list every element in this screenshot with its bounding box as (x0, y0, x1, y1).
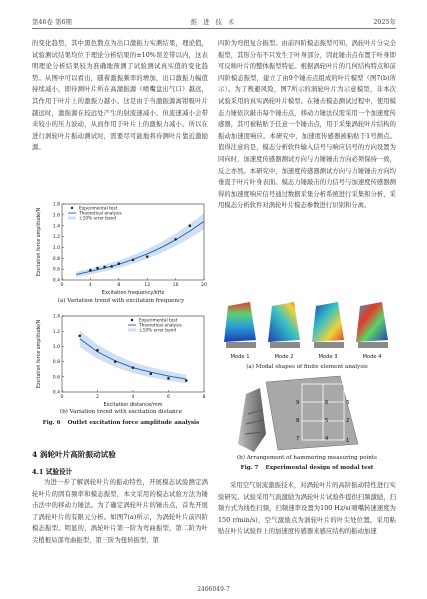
y-tick-label: 1.2 (52, 235, 60, 241)
header-journal: 推 进 技 术 (190, 18, 237, 26)
mode-4-shape (356, 302, 388, 348)
y-tick-label: 0.8 (52, 256, 60, 262)
measuring-point-5: 5 (325, 418, 329, 424)
y-tick-label: 1.8 (52, 202, 60, 208)
measuring-point-6: 6 (325, 400, 329, 406)
y-tick-label: 1.4 (52, 314, 60, 320)
fig6-caption-title: Outlet excitation force amplitude analysis (67, 420, 200, 426)
y-axis-label: Excitation force amplitude/N (37, 207, 42, 277)
mode-3-label: Mode 3 (318, 354, 338, 360)
x-tick-label: 6 (167, 395, 170, 400)
experimental-point (103, 266, 106, 269)
x-axis-label: Excitation distance/mm (103, 402, 163, 408)
mode-1-shape (224, 302, 256, 348)
y-tick-label: 1.6 (52, 213, 60, 219)
mode-1-label: Mode 1 (230, 354, 250, 360)
left-top-paragraph: 的变化趋势，其中黑色散点为出口激振力实测结果，理论值，试验测试结果均位于理论分析结果的±10%误差带以内，这表明理论分析结果较为准确地预测了试验测试真实值的变化趋势。从图中可以看出，随着激振频率的增加，出口激振力幅值持续减小，即待测叶片所在高激振源（喷嘴盘出气口）越远，其作用于叶片上的激振力越小。这是由于当激振源离钳吸叶片越远时，激振源在较远处产生的射流速减小，但流速减小会带来较小的压力波动，从而作用于叶片上的激振力减小。所以在进行涡轮叶片振动测试时，需要尽可能地将待测叶片靠近激励源。 (32, 40, 208, 152)
legend-label: Experimental test (139, 318, 178, 324)
experimental-point (114, 360, 117, 363)
experimental-point (110, 265, 113, 268)
fig7b-arrangement (218, 374, 396, 454)
header-volume: 第46卷 第6期 (32, 18, 72, 26)
experimental-point (132, 259, 135, 262)
x-tick-label: 8 (117, 283, 121, 288)
y-tick-label: 0.8 (52, 360, 60, 366)
fig6a-caption: (a) Variation trend with excitation frequency (57, 298, 185, 304)
legend-marker-experimental (71, 207, 73, 209)
fig6b-caption: (b) Variation trend with excitation distance (59, 409, 183, 415)
header-rule (32, 28, 396, 29)
error-band (80, 330, 187, 383)
mode-4-label: Mode 4 (362, 354, 382, 360)
measuring-point-9: 9 (296, 400, 300, 406)
section-4-1-heading: 4.1 试验设计 (32, 468, 73, 476)
measuring-point-4: 4 (325, 436, 329, 442)
experimental-point (118, 262, 121, 265)
x-tick-label: 8 (202, 395, 206, 400)
section-4-paragraph: 为进一步了解涡轮叶片的振动特性，开展模态试验测定涡轮叶片的固有频率和模态振型，本文采用的模态试验方法为锤击法中的移动力锤法。为了确定涡轮叶片的锤击点，首先开展了涡轮叶片的有限元分析。如图7(a)所示，为涡轮叶片前四阶模态振型。明显的，涡轮叶片第一阶为弯曲振型，第二阶为叶尖植根局部弯曲振型，第三阶为扭转振型，第 (32, 479, 208, 544)
header-year: 2025年 (373, 18, 396, 26)
experimental-point (189, 224, 192, 227)
legend-label: ±10% error band (79, 216, 117, 222)
fig7-caption (218, 465, 396, 471)
fig7b-caption: (b) Arrangement of hammering measuring points (237, 455, 377, 461)
x-tick-label: 4 (88, 283, 92, 288)
experimental-point (96, 267, 99, 270)
experimental-point (89, 269, 92, 272)
x-tick-label: 16 (172, 283, 179, 288)
x-tick-label: 20 (201, 283, 207, 288)
error-band (76, 213, 204, 277)
legend-label: ±10% error band (139, 328, 177, 334)
experimental-point (167, 377, 170, 380)
y-tick-label: 0.4 (52, 390, 60, 396)
measuring-point-3: 3 (346, 400, 350, 406)
y-tick-label: 1.4 (52, 224, 60, 230)
measuring-point-1: 1 (346, 438, 350, 444)
mode-3-shape (312, 302, 344, 348)
experimental-point (149, 372, 152, 375)
x-axis-label: Excitation frequency/kHz (101, 290, 165, 296)
fig6b-chart (32, 310, 210, 412)
measuring-point-8: 8 (296, 418, 300, 424)
blade-root-photo (238, 388, 266, 452)
fig7a-caption: (a) Modal shapes of finite element analysis (246, 364, 368, 370)
experimental-point (78, 334, 81, 337)
experimental-point (96, 349, 99, 352)
fig7-caption-num: Fig. 7 (240, 465, 259, 471)
mode-2-shape (268, 302, 300, 348)
legend-marker-band (128, 329, 136, 332)
measuring-point-2: 2 (346, 418, 350, 424)
experimental-point (185, 379, 188, 382)
experimental-point (174, 238, 177, 241)
fig6-caption-num: Fig. 6 (42, 420, 61, 426)
x-tick-label: 2 (96, 395, 99, 400)
fig7-caption-title: Experimental design of modal test (265, 465, 374, 471)
right-bottom-paragraph: 采用空气射流激振技术，对涡轮叶片的高阶振动特性进行实验研究。试验采用气流激励为涡轮叶片试验件提供扫频激励，扫频方式为线性扫频，扫频速率设置为100 Hz/s(喷嘴转速速度为150 r/min/s)，空气激励点为涡轮叶片的叶尖处位置。采用粘贴在叶片试验件上的加速度传感器来感应结构的振动加速 (218, 482, 396, 536)
y-tick-label: 1.2 (52, 329, 60, 335)
y-tick-label: 0.6 (52, 375, 60, 381)
x-tick-label: 4 (131, 395, 135, 400)
measuring-point-7: 7 (296, 436, 300, 442)
y-tick-label: 0.6 (52, 267, 60, 273)
x-tick-label: 0 (60, 283, 64, 288)
experimental-point (146, 255, 149, 258)
y-tick-label: 1.0 (52, 345, 60, 350)
x-tick-label: 0 (60, 395, 64, 400)
legend-label: Experimental test (79, 206, 118, 212)
y-tick-label: 1.0 (52, 246, 60, 252)
legend-marker-experimental (131, 319, 133, 321)
right-top-paragraph: 四阶为弯扭复合振型。由前四阶模态振型可知，涡轮叶片分完全振型，其形分布不只发生于叶身部分，因此锤击点布置于叶身即可反映叶片的整体振型特征。根据涡轮叶片的几何结构特点和前四阶模态振型，建立了由9个锤击点组成的叶片模型（图7(b)所示）。为了规避风险，图7所示的涡轮叶片为示意模型，非本次试验采用的真实涡轮叶片模型。在锤击模态测试过程中，使用模态力锤依次敲击每个锤击点，移动力锤法仅需采用一个加速度传感器，其可被粘贴于任意一个锤击点，用于采集涡轮叶片结构的振动加速度响应。本研究中，加速度传感器被粘贴于1号测点。值得注意的是，模态分析软件输入信号与响应信号的方向设置为同向时，加速度传感器测试方向与力锤锤击方向必须保持一致，反之亦然。本研究中，加速度传感器测试方向与力锤锤击方向均垂直于叶片叶身表面。模态力锤敲击的力信号与加速度传感器测得的加速度响应信号通过数据采集分析系统进行采集和分析，采用模态分析软件对涡轮叶片模态参数进行识别和分离。 (218, 40, 396, 210)
experimental-point (132, 366, 135, 369)
section-4-heading: 4 涡轮叶片高阶振动试验 (32, 450, 116, 459)
y-axis-label: Excitation force amplitude/N (37, 319, 42, 389)
legend-label: Theoretical analysis (79, 211, 122, 217)
fig6-caption (32, 420, 210, 426)
y-tick-label: 0.4 (52, 278, 60, 284)
mode-2-label: Mode 2 (274, 354, 294, 360)
legend-label: Theoretical analysis (139, 323, 182, 329)
x-tick-label: 12 (144, 283, 151, 288)
page-footer: 2406049-7 (197, 586, 230, 593)
fig6a-chart (32, 198, 210, 300)
fig7a-modes (218, 298, 396, 360)
legend-marker-band (68, 217, 76, 220)
